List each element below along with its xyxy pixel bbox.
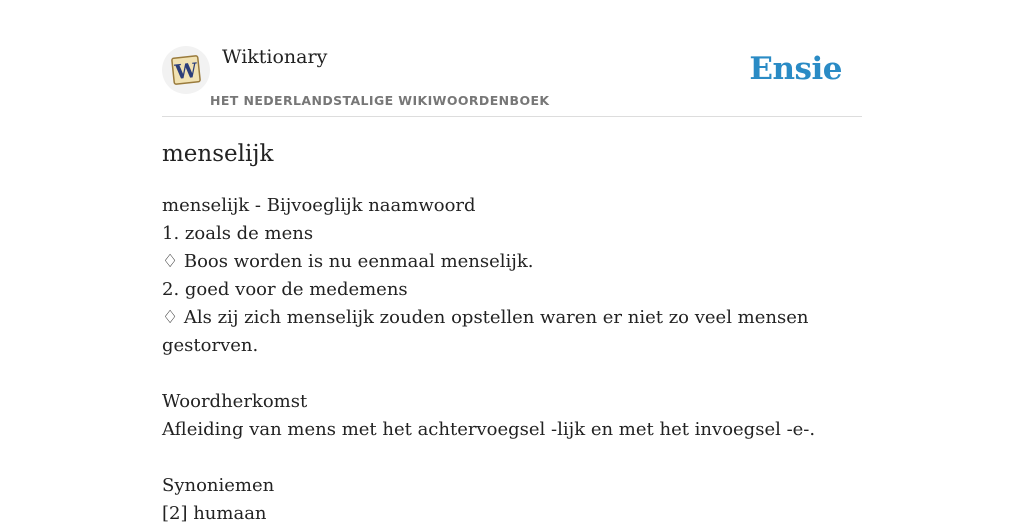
entry-line: ♢ Als zij zich menselijk zouden opstellen waren er niet zo veel mensen gestorven.	[162, 307, 809, 356]
logo-letter: W	[173, 57, 199, 85]
entry-line	[162, 444, 862, 472]
page-title: menselijk	[162, 141, 274, 167]
entry-line: [2] humaan	[162, 503, 267, 524]
entry-line: 2. goed voor de medemens	[162, 279, 408, 300]
wiktionary-tile-icon	[169, 53, 203, 87]
ensie-brand-logo[interactable]: Ensie	[749, 51, 842, 87]
entry-line	[162, 360, 862, 388]
site-name[interactable]: Wiktionary	[222, 46, 328, 68]
wiktionary-logo-icon[interactable]	[162, 46, 210, 94]
site-tagline: HET NEDERLANDSTALIGE WIKIWOORDENBOEK	[210, 93, 550, 108]
entry-main	[162, 138, 862, 528]
entry-content	[162, 192, 862, 528]
entry-line: menselijk - Bijvoeglijk naamwoord	[162, 195, 476, 216]
entry-line: Woordherkomst	[162, 391, 308, 412]
site-header	[162, 0, 862, 117]
entry-line: Afleiding van mens met het achtervoegsel -lijk en met het invoegsel -e-.	[162, 419, 816, 440]
entry-line: Synoniemen	[162, 475, 275, 496]
entry-line: 1. zoals de mens	[162, 223, 314, 244]
entry-line: ♢ Boos worden is nu eenmaal menselijk.	[162, 251, 534, 272]
